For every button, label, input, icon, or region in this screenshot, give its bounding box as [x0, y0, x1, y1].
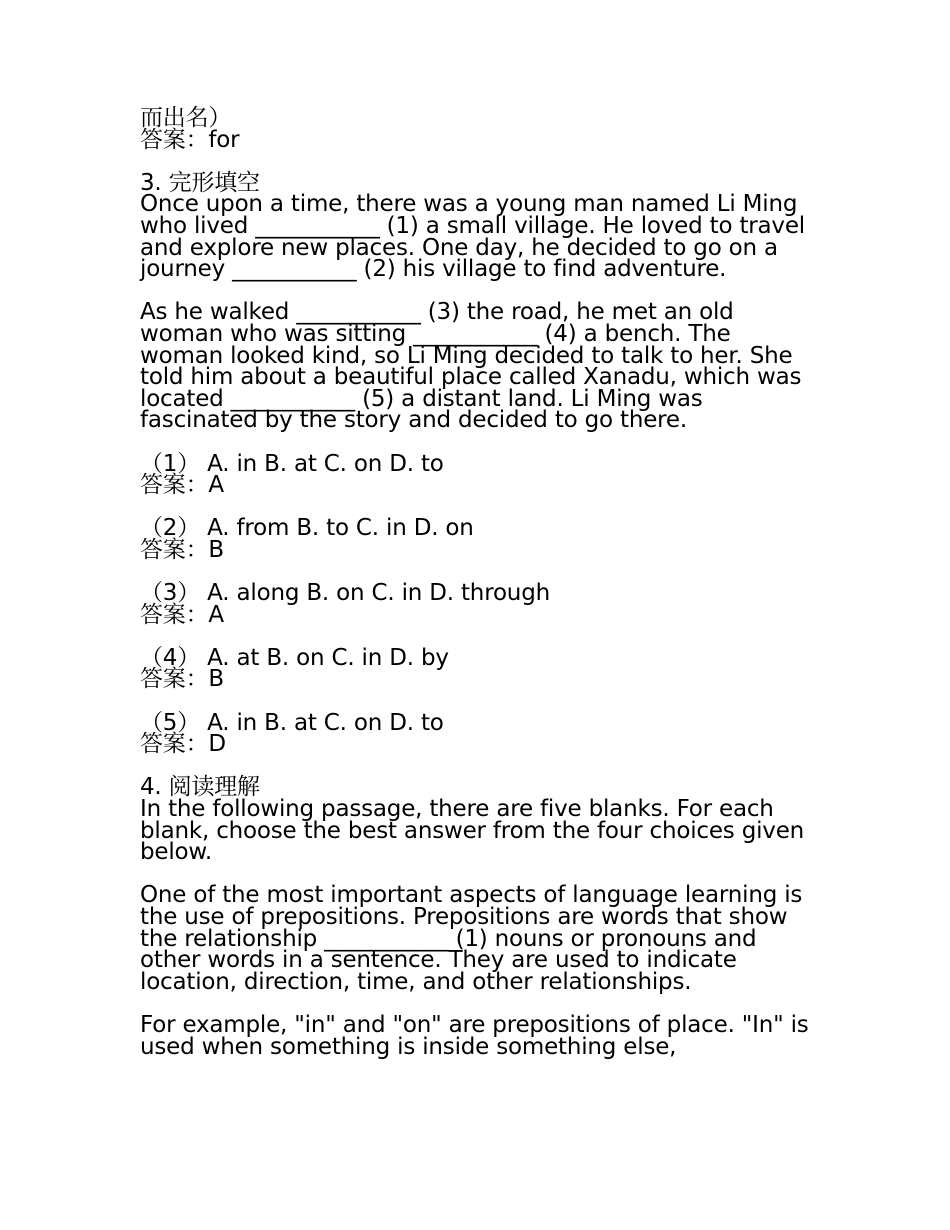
question-1: （1） A. in B. at C. on D. to — [140, 450, 444, 477]
question-3: （3） A. along B. on C. in D. through — [140, 580, 550, 607]
answer-line: 答案：for — [140, 126, 240, 153]
answer-2: 答案：B — [140, 536, 224, 563]
question-2: （2） A. from B. to C. in D. on — [140, 515, 474, 542]
answer-4: 答案：B — [140, 666, 224, 693]
fragment-line: 而出名） — [140, 105, 232, 131]
section-3-paragraph-1: Once upon a time, there was a young man named Li Ming who lived ___________ (1) a small village. He loved to travel and explore new places. One day, he decided to go on a journey ___________ (2) his village to find adventure. — [140, 191, 813, 283]
answer-1: 答案：A — [140, 472, 224, 499]
section-3-heading: 3. 完形填空 — [140, 169, 260, 196]
section-4-paragraph-1: In the following passage, there are five blanks. For each blank, choose the best answer from the four choices given below. — [140, 796, 812, 866]
answer-3: 答案：A — [140, 601, 224, 628]
document-content — [140, 105, 816, 1060]
section-4-paragraph-2: One of the most important aspects of language learning is the use of prepositions. Prepositions are words that show the relationship ___________ (1) nouns or pronouns and other words in a sentence. They are used to indicate location, direction, time, and other relationships. — [140, 882, 810, 995]
section-4-heading: 4. 阅读理解 — [140, 774, 260, 801]
section-4-paragraph-3: For example, "in" and "on" are prepositions of place. "In" is used when something is inside something else, — [140, 1011, 816, 1060]
question-5: （5） A. in B. at C. on D. to — [140, 709, 444, 736]
answer-5: 答案：D — [140, 731, 226, 758]
question-4: （4） A. at B. on C. in D. by — [140, 644, 449, 671]
section-3-paragraph-2: As he walked ___________ (3) the road, he met an old woman who was sitting ___________ (4) a bench. The woman looked kind, so Li Ming decided to talk to her. She told him about a beautiful place called Xanadu, which was located ___________ (5) a distant land. Li Ming was fascinated by the story and decided to go there. — [140, 299, 809, 434]
